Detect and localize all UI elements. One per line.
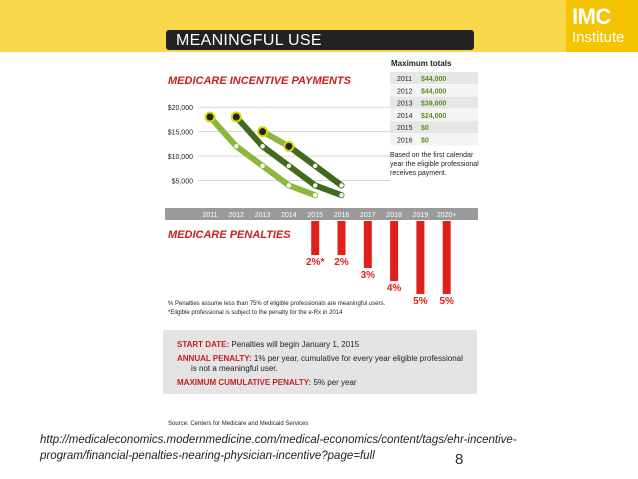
x-tick-label: 2019 bbox=[412, 212, 429, 219]
series-start-marker bbox=[232, 113, 241, 122]
x-tick-label: 2014 bbox=[281, 212, 297, 219]
source-url[interactable] bbox=[40, 432, 570, 464]
series-point bbox=[287, 183, 291, 187]
table-year: 2011 bbox=[397, 76, 413, 83]
banner-title: MEANINGFUL USE bbox=[176, 32, 322, 49]
logo-main-text: IMC bbox=[572, 4, 611, 29]
url-line-1[interactable]: http://medicaleconomics.modernmedicine.com/medical-economics/content/tags/ehr-incentive- bbox=[40, 434, 517, 446]
series-line-segment bbox=[263, 166, 289, 186]
penalty-label: 3% bbox=[360, 270, 376, 281]
table-year: 2012 bbox=[397, 88, 413, 96]
info-box bbox=[163, 330, 477, 394]
table-year: 2013 bbox=[397, 100, 413, 108]
url-line-2[interactable]: program/financial-penalties-nearing-physician-incentive?page=full bbox=[40, 450, 375, 462]
x-tick-label: 2016 bbox=[333, 212, 350, 219]
penalty-label: 2% bbox=[334, 257, 349, 268]
table-amount: $39,000 bbox=[421, 100, 447, 108]
x-tick-label: 2017 bbox=[360, 212, 376, 219]
x-tick-label: 2015 bbox=[307, 212, 323, 219]
table-title: Maximum totals bbox=[391, 59, 452, 68]
annual-penalty-text: 1% per year, cumulative for every year eligible professional bbox=[253, 354, 463, 363]
source-note: Source: Centers for Medicare and Medicaid Services bbox=[168, 421, 309, 427]
series-line-segment bbox=[315, 166, 341, 186]
table-year: 2014 bbox=[397, 112, 413, 120]
series-point bbox=[313, 183, 317, 187]
start-date-row bbox=[177, 340, 359, 349]
series-point bbox=[339, 193, 343, 197]
table-year: 2015 bbox=[397, 125, 413, 133]
table-amount: $44,000 bbox=[421, 76, 447, 83]
penalty-bar bbox=[364, 221, 372, 268]
penalty-bar bbox=[311, 221, 319, 255]
annual-penalty-text-2: is not a meaningful user. bbox=[191, 364, 278, 373]
incentive-chart-title: MEDICARE INCENTIVE PAYMENTS bbox=[168, 75, 351, 87]
table-year: 2016 bbox=[397, 137, 413, 145]
penalties-chart-title: MEDICARE PENALTIES bbox=[168, 229, 291, 241]
series-start-marker bbox=[206, 113, 215, 122]
annual-penalty-row bbox=[177, 354, 463, 363]
penalty-bar bbox=[338, 221, 346, 255]
y-tick-label: $20,000 bbox=[167, 105, 193, 113]
y-tick-label: $15,000 bbox=[167, 129, 193, 137]
series-point bbox=[313, 164, 317, 168]
logo-sub-text: Institute bbox=[572, 29, 625, 46]
page-number: 8 bbox=[455, 451, 464, 468]
series-line-segment bbox=[315, 185, 341, 195]
note-erx: *Eligible professional is subject to the penalty for the e-Rx in 2014 bbox=[168, 310, 343, 316]
series-line-segment bbox=[289, 166, 315, 186]
x-tick-label: 2013 bbox=[254, 212, 271, 219]
penalty-label: 5% bbox=[413, 296, 428, 307]
note-penalty-assumption: % Penalties assume less than 75% of eligible professionals are meaningful users. bbox=[168, 301, 386, 307]
start-date-text: Penalties will begin January 1, 2015 bbox=[231, 340, 360, 349]
series-point bbox=[234, 144, 238, 148]
series-start-marker bbox=[258, 127, 267, 136]
series-point bbox=[313, 193, 317, 197]
annual-penalty-label: ANNUAL PENALTY: bbox=[177, 354, 252, 363]
x-tick-label: 2018 bbox=[386, 212, 402, 219]
series-point bbox=[260, 164, 264, 168]
series-point bbox=[339, 183, 343, 187]
annual-penalty-row-2 bbox=[191, 364, 278, 373]
penalty-label: 2%* bbox=[306, 257, 325, 268]
penalty-bar bbox=[390, 221, 398, 281]
penalty-label: 4% bbox=[386, 283, 402, 294]
series-start-marker bbox=[284, 142, 293, 151]
table-amount: $24,000 bbox=[421, 112, 447, 120]
table-amount: $0 bbox=[421, 137, 429, 145]
penalty-bar bbox=[416, 221, 424, 294]
table-amount: $0 bbox=[421, 125, 429, 133]
y-tick-label: $5,000 bbox=[171, 178, 193, 186]
start-date-label: START DATE: bbox=[177, 340, 230, 349]
series-point bbox=[260, 144, 264, 148]
x-tick-label: 2012 bbox=[228, 212, 245, 219]
y-tick-label: $10,000 bbox=[167, 154, 193, 162]
table-note: Based on the first calendar year the eligible professional receives payment. bbox=[390, 152, 479, 177]
max-penalty-row bbox=[177, 378, 357, 387]
penalty-label: 5% bbox=[439, 296, 454, 307]
x-tick-label: 2011 bbox=[202, 212, 218, 219]
series-line-segment bbox=[289, 185, 315, 195]
series-point bbox=[287, 164, 291, 168]
max-penalty-label: MAXIMUM CUMULATIVE PENALTY: bbox=[177, 378, 312, 387]
penalty-bar bbox=[443, 221, 451, 294]
x-tick-label: 2020+ bbox=[436, 212, 457, 219]
table-amount: $44,000 bbox=[421, 88, 447, 96]
max-penalty-text: 5% per year bbox=[313, 378, 357, 387]
chart-notes bbox=[168, 300, 448, 318]
